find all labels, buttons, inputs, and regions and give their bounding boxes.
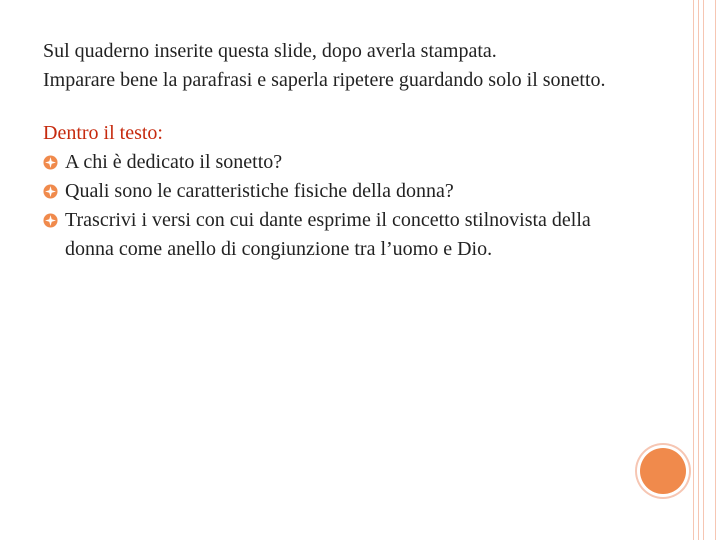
decorative-rule <box>703 0 704 540</box>
decorative-rule <box>715 0 716 540</box>
list-item <box>43 177 643 206</box>
decorative-rule <box>693 0 694 540</box>
question-list <box>43 148 643 264</box>
list-item-text: A chi è dedicato il sonetto? <box>65 151 283 173</box>
intro-line-1: Sul quaderno inserite questa slide, dopo averla stampata. <box>43 40 497 62</box>
intro-line-2: Imparare bene la parafrasi e saperla ripetere guardando solo il sonetto. <box>43 69 606 91</box>
star-bullet-icon <box>43 155 58 170</box>
list-item <box>43 206 643 264</box>
section-heading: Dentro il testo: <box>43 122 163 144</box>
spacer <box>43 95 643 119</box>
list-item <box>43 148 643 177</box>
list-item-text: Trascrivi i versi con cui dante esprime il concetto stilnovista della donna come anello di congiunzione tra l’uomo e Dio. <box>65 209 591 260</box>
star-bullet-icon <box>43 184 58 199</box>
decorative-circle <box>640 448 686 494</box>
star-bullet-icon <box>43 213 58 228</box>
slide-body <box>43 37 643 264</box>
decorative-rule <box>698 0 699 540</box>
list-item-text: Quali sono le caratteristiche fisiche della donna? <box>65 180 454 202</box>
